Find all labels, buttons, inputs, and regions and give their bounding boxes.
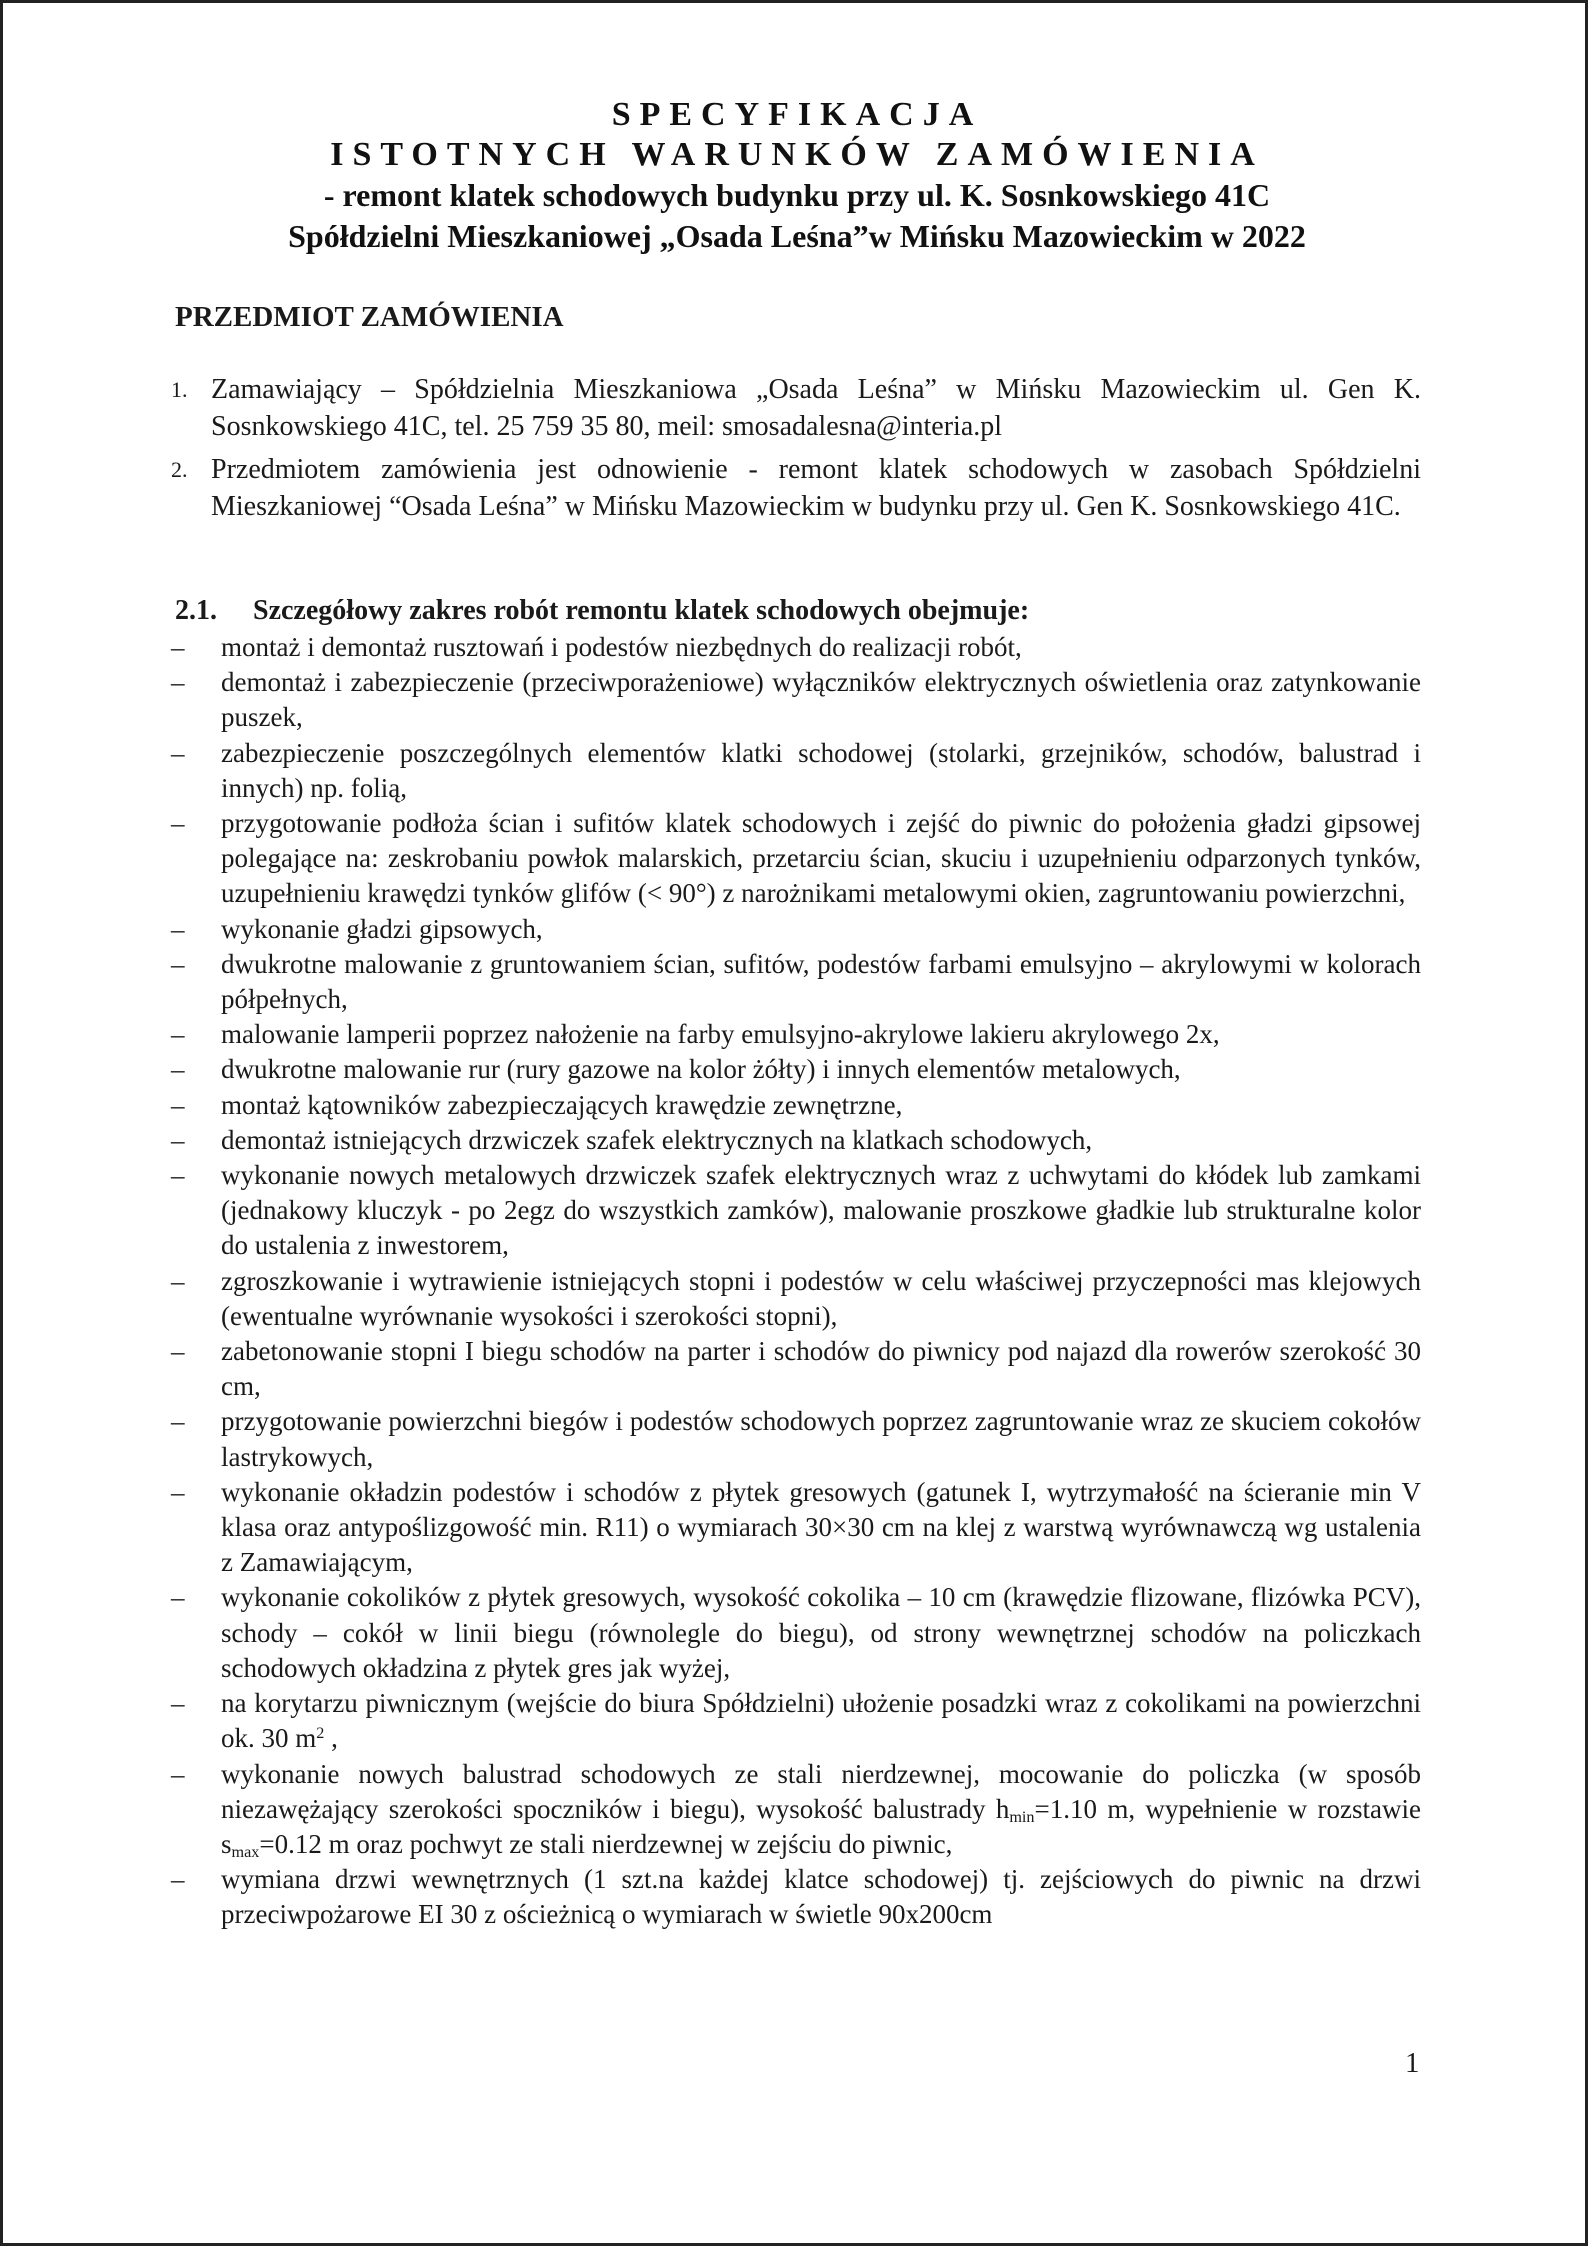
bullet-text: wykonanie cokolików z płytek gresowych, wysokość cokolika – 10 cm (krawędzie flizowane, flizówka PCV), schody – cokół w linii biegu (równolegle do biegu), od strony wewnętrznej schodów na policzkach schodowych okładzina z płytek gres jak wyżej, bbox=[221, 1582, 1421, 1683]
bullet-text: demontaż istniejących drzwiczek szafek elektrycznych na klatkach schodowych, bbox=[221, 1124, 1093, 1155]
scope-bullet-list bbox=[171, 630, 1421, 1933]
bullet-text: zgroszkowanie i wytrawienie istniejących stopni i podestów w celu właściwej przyczepności mas klejowych (ewentualne wyrównanie wysokości i szerokości stopni), bbox=[221, 1265, 1421, 1331]
scope-bullet-item bbox=[171, 1088, 1421, 1123]
scope-bullet-item bbox=[171, 736, 1421, 806]
scope-bullet-item bbox=[171, 1580, 1421, 1686]
bullet-dash: – bbox=[171, 1019, 185, 1050]
bullet-text: malowanie lamperii poprzez nałożenie na farby emulsyjno-akrylowe lakieru akrylowego 2x, bbox=[221, 1019, 1220, 1050]
bullet-text: demontaż i zabezpieczenie (przeciwporażeniowe) wyłączników elektrycznych oświetlenia oraz zatynkowanie puszek, bbox=[221, 667, 1421, 733]
scope-bullet-item bbox=[171, 806, 1421, 912]
bullet-dash: – bbox=[171, 1089, 185, 1120]
scope-bullet-item bbox=[171, 912, 1421, 947]
bullet-dash: – bbox=[171, 1688, 185, 1719]
sub-heading-text: Szczegółowy zakres robót remontu klatek schodowych obejmuje: bbox=[253, 595, 1030, 626]
bullet-text: dwukrotne malowanie z gruntowaniem ścian, sufitów, podestów farbami emulsyjno – akrylowymi w kolorach półpełnych, bbox=[221, 948, 1421, 1015]
scope-bullet-item bbox=[171, 1123, 1421, 1158]
item-number: 1. bbox=[171, 377, 188, 402]
sub-heading bbox=[175, 593, 1029, 629]
bullet-text: zabezpieczenie poszczególnych elementów klatki schodowej (stolarki, grzejników, schodów, balustrad i innych) np. folią, bbox=[221, 737, 1421, 803]
subscript: max bbox=[231, 1842, 260, 1861]
bullet-text: przygotowanie powierzchni biegów i podestów schodowych poprzez zagruntowanie wraz ze skuciem cokołów lastrykowych, bbox=[221, 1406, 1421, 1472]
bullet-text: montaż i demontaż rusztowań i podestów niezbędnych do realizacji robót, bbox=[221, 632, 1022, 662]
subscript: min bbox=[1009, 1807, 1035, 1826]
title-line-2: ISTOTNYCH WARUNKÓW ZAMÓWIENIA bbox=[330, 136, 1264, 173]
scope-bullet-item bbox=[171, 947, 1421, 1017]
scope-bullet-item bbox=[171, 1757, 1421, 1863]
title-line-3: - remont klatek schodowych budynku przy ul. K. Sosnkowskiego 41C bbox=[323, 177, 1271, 213]
bullet-dash: – bbox=[171, 1758, 185, 1789]
bullet-text: na korytarzu piwnicznym (wejście do biura Spółdzielni) ułożenie posadzki wraz z cokolikami na powierzchni ok. 30 $m^2$ , bbox=[221, 1688, 1421, 1754]
scope-bullet-item bbox=[171, 1158, 1421, 1264]
page-number: 1 bbox=[1405, 2047, 1420, 2079]
bullet-dash: – bbox=[171, 1336, 185, 1367]
bullet-dash: – bbox=[171, 808, 185, 839]
bullet-dash: – bbox=[171, 737, 185, 768]
document-title bbox=[123, 95, 1471, 257]
bullet-dash: – bbox=[171, 913, 185, 944]
scope-bullet-item bbox=[171, 1475, 1421, 1581]
bullet-text: zabetonowanie stopni I biegu schodów na parter i schodów do piwnicy pod najazd dla rowerów szerokość 30 cm, bbox=[221, 1336, 1421, 1402]
numbered-item bbox=[171, 451, 1421, 525]
superscript: 2 bbox=[316, 1724, 325, 1743]
bullet-text: wykonanie okładzin podestów i schodów z płytek gresowych (gatunek I, wytrzymałość na ścieranie min V klasa oraz antypoślizgowość min. R11) o wymiarach 30×30 cm na klej z warstwą wyrównawczą wg ustalenia z Zamawiającym, bbox=[221, 1476, 1421, 1578]
scope-bullet-item bbox=[171, 1862, 1421, 1932]
scope-bullet-item bbox=[171, 1052, 1421, 1087]
numbered-item bbox=[171, 371, 1421, 445]
bullet-dash: – bbox=[171, 1054, 185, 1085]
bullet-dash: – bbox=[171, 1265, 185, 1296]
item-number: 2. bbox=[171, 457, 188, 482]
title-line-1: SPECYFIKACJA bbox=[611, 96, 983, 133]
title-line-4: Spółdzielni Mieszkaniowej „Osada Leśna”w Mińsku Mazowieckim w 2022 bbox=[288, 218, 1306, 254]
numbered-list bbox=[171, 371, 1421, 531]
bullet-text: wymiana drzwi wewnętrznych (1 szt.na każdej klatce schodowej) tj. zejściowych do piwnic na drzwi przeciwpożarowe EI 30 z ościeżnicą o wymiarach w świetle 90x200cm bbox=[221, 1864, 1421, 1930]
bullet-dash: – bbox=[171, 632, 185, 662]
item-text: Zamawiający – Spółdzielnia Mieszkaniowa „Osada Leśna” w Mińsku Mazowieckim ul. Gen K. Sosnkowskiego 41C, tel. 25 759 35 80, meil: smosadalesna@interia.pl bbox=[211, 374, 1421, 442]
bullet-text: dwukrotne malowanie rur (rury gazowe na kolor żółty) i innych elementów metalowych, bbox=[221, 1054, 1181, 1085]
bullet-text: przygotowanie podłoża ścian i sufitów klatek schodowych i zejść do piwnic do położenia gładzi gipsowej polegające na: zeskrobaniu powłok malarskich, przetarciu ścian, skuciu i uzupełnieniu odparzonych tynków, uzupełnieniu krawędzi tynków glifów (< 90°) z narożnikami metalowymi okien, zagruntowaniu powierzchni, bbox=[221, 808, 1421, 909]
scope-bullet-item bbox=[171, 1334, 1421, 1404]
bullet-dash: – bbox=[171, 1124, 185, 1155]
bullet-dash: – bbox=[171, 1160, 185, 1191]
sub-heading-number: 2.1. bbox=[175, 595, 217, 626]
bullet-dash: – bbox=[171, 1582, 185, 1613]
scope-bullet-item bbox=[171, 1264, 1421, 1334]
scope-bullet-item bbox=[171, 1017, 1421, 1052]
scope-bullet-item bbox=[171, 1404, 1421, 1474]
bullet-dash: – bbox=[171, 1406, 185, 1437]
item-text: Przedmiotem zamówienia jest odnowienie - remont klatek schodowych w zasobach Spółdzielni Mieszkaniowej “Osada Leśna” w Mińsku Mazowieckim w budynku przy ul. Gen K. Sosnkowskiego 41C. bbox=[211, 454, 1421, 522]
bullet-dash: – bbox=[171, 667, 185, 698]
bullet-text: wykonanie gładzi gipsowych, bbox=[221, 913, 543, 944]
scope-bullet-item bbox=[171, 665, 1421, 735]
bullet-text: montaż kątowników zabezpieczających krawędzie zewnętrzne, bbox=[221, 1089, 903, 1120]
bullet-dash: – bbox=[171, 1476, 185, 1507]
section-heading: PRZEDMIOT ZAMÓWIENIA bbox=[175, 301, 564, 333]
scope-bullet-item bbox=[171, 630, 1421, 665]
bullet-text: wykonanie nowych balustrad schodowych ze stali nierdzewnej, mocowanie do policzka (w sposób niezawężający szerokości spoczników i biegu), wysokość balustrady $h_{min}=1.10$ m, wypełnienie w rozstawie $s_{max}=0.12$ m oraz pochwyt ze stali nierdzewnej w zejściu do piwnic, bbox=[221, 1758, 1421, 1861]
bullet-dash: – bbox=[171, 948, 185, 979]
bullet-text: wykonanie nowych metalowych drzwiczek szafek elektrycznych wraz z uchwytami do kłódek lub zamkami (jednakowy kluczyk - po 2egz do wszystkich zamków), malowanie proszkowe gładkie lub strukturalne kolor do ustalenia z inwestorem, bbox=[221, 1160, 1421, 1261]
scope-bullet-item bbox=[171, 1686, 1421, 1756]
bullet-dash: – bbox=[171, 1864, 185, 1895]
